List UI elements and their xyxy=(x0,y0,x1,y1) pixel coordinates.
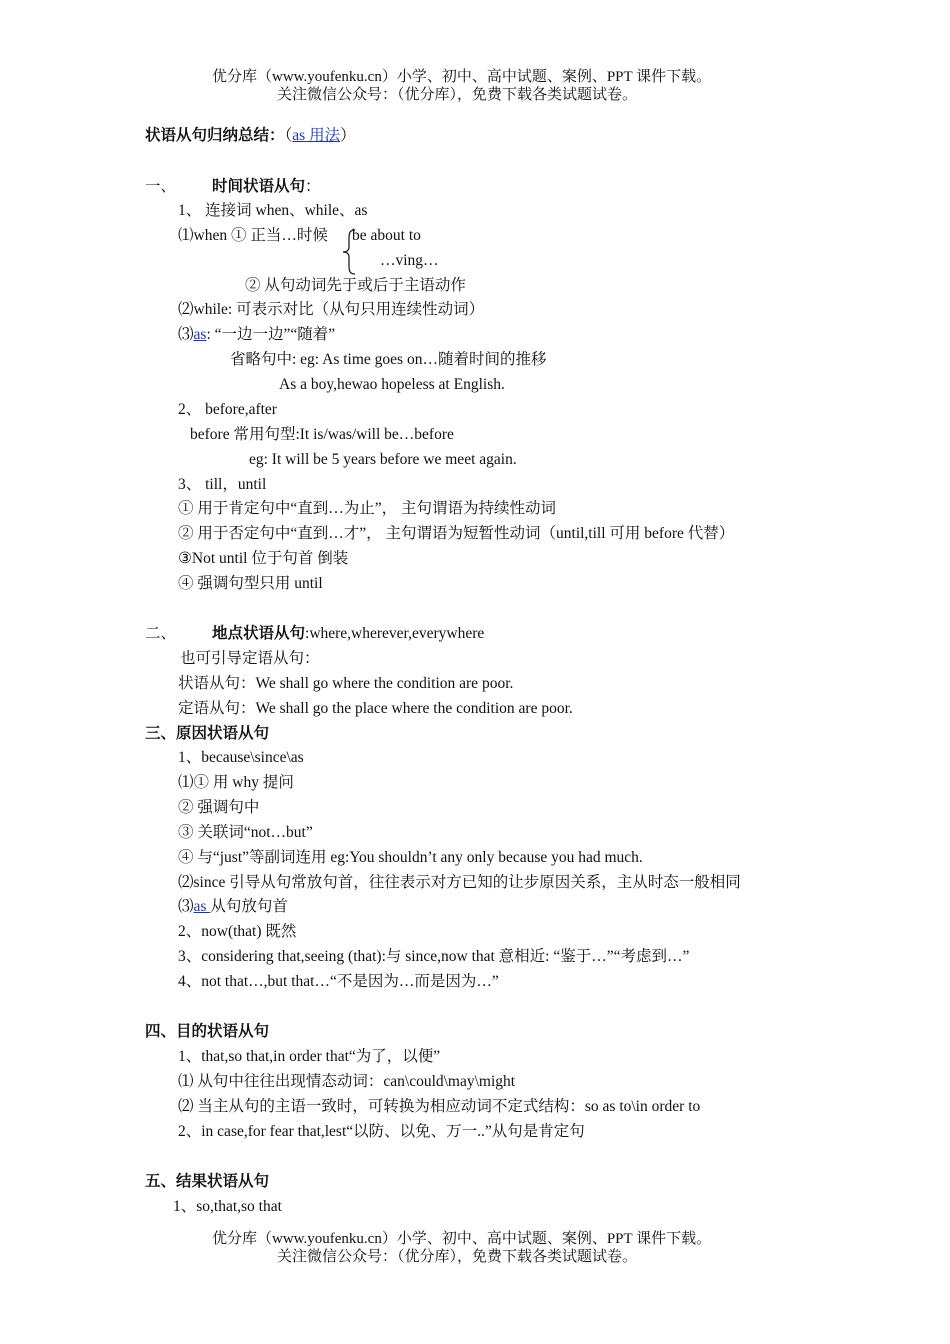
s1-line-6 xyxy=(178,325,335,345)
s3-line-8: 2、now(that) 既然 xyxy=(178,923,297,940)
section-4-heading: 四、目的状语从句 xyxy=(145,1023,270,1040)
s3-line-1: 1、because\since\as xyxy=(178,749,304,766)
s1-line-11: eg: It will be 5 years before we meet again. xyxy=(249,451,517,468)
section-1-colon: ： xyxy=(305,178,321,195)
s3-line-7 xyxy=(178,897,288,917)
s1-line-13: ① 用于肯定句中“直到…为止”， 主句谓语为持续性动词 xyxy=(178,500,557,517)
section-2-number: 二、 xyxy=(145,625,177,642)
s1-line-2: ⑴when ① 正当…时候 xyxy=(178,227,328,244)
s4-line-1: 1、that,so that,in order that“为了，以便” xyxy=(178,1048,441,1065)
s5-line-1: 1、so,that,so that xyxy=(173,1198,282,1215)
s1-line-10: before 常用句型:It is/was/will be…before xyxy=(190,426,454,443)
s1-line-12: 3、 till，until xyxy=(178,476,267,493)
s1-line-6-suffix: : “一边一边”“随着” xyxy=(206,326,336,343)
s1-line-14: ② 用于否定句中“直到…才”， 主句谓语为短暂性动词（until,till 可用 before 代替） xyxy=(178,525,735,542)
s1-line-16: ④ 强调句型只用 until xyxy=(178,575,323,592)
page-header-line-2: 关注微信公众号：（优分库），免费下载各类试题试卷。 xyxy=(277,87,638,103)
title-paren-close: ） xyxy=(340,127,356,144)
section-3-heading: 三、原因状语从句 xyxy=(145,725,270,742)
s3-line-9: 3、considering that,seeing (that):与 since,now that 意相近: “鉴于…”“考虑到…” xyxy=(178,948,690,965)
s2-line-1: 也可引导定语从句： xyxy=(180,650,320,667)
s3-line-3: ② 强调句中 xyxy=(178,799,260,816)
title-text: 状语从句归纳总结： xyxy=(145,127,285,144)
s3-line-5: ④ 与“just”等副词连用 eg:You shouldn’t any only because you had much. xyxy=(178,849,643,866)
section-1-number: 一、 xyxy=(145,178,177,195)
s1-line-1: 1、 连接词 when、while、as xyxy=(178,202,368,219)
section-2-heading-text: 地点状语从句 xyxy=(212,625,306,642)
s3-line-4: ③ 关联词“not…but” xyxy=(178,824,313,841)
page-footer-line-1: 优分库（www.youfenku.cn）小学、初中、高中试题、案例、PPT 课件下载。 xyxy=(212,1231,712,1247)
section-5-heading: 五、结果状语从句 xyxy=(145,1173,270,1190)
page-footer-line-2: 关注微信公众号：（优分库），免费下载各类试题试卷。 xyxy=(277,1249,638,1265)
title-paren-open: （ xyxy=(284,127,293,144)
s1-line-8: As a boy,hewao hopeless at English. xyxy=(279,376,505,393)
s1-line-7: 省略句中: eg: As time goes on…随着时间的推移 xyxy=(230,351,547,368)
s4-line-3: ⑵ 当主从句的主语一致时，可转换为相应动词不定式结构：so as to\in order to xyxy=(178,1098,701,1115)
s3-line-10: 4、not that…,but that…“不是因为…而是因为…” xyxy=(178,973,499,990)
s2-line-3: 定语从句：We shall go the place where the condition are poor. xyxy=(178,700,573,717)
section-1-heading xyxy=(212,177,321,197)
as-link[interactable]: as xyxy=(193,326,207,343)
s1-line-3: …ving… xyxy=(380,252,439,269)
s1-line-5: ⑵while: 可表示对比（从句只用连续性动词） xyxy=(178,301,485,318)
section-1-heading-text: 时间状语从句 xyxy=(212,178,306,195)
s4-line-4: 2、in case,for fear that,lest“以防、以免、万一..”从句是肯定句 xyxy=(178,1123,585,1140)
s1-line-4: ② 从句动词先于或后于主语动作 xyxy=(245,277,466,294)
s4-line-2: ⑴ 从句中往往出现情态动词：can\could\may\might xyxy=(178,1073,516,1090)
page-header-line-1: 优分库（www.youfenku.cn）小学、初中、高中试题、案例、PPT 课件下载。 xyxy=(212,69,712,85)
s1-line-15: ③Not until 位于句首 倒装 xyxy=(178,550,349,567)
s3-line-7-prefix: ⑶ xyxy=(178,898,194,915)
as-usage-link[interactable]: as 用法 xyxy=(292,127,341,144)
s1-line-2b: be about to xyxy=(352,227,421,244)
s3-line-6: ⑵since 引导从句常放句首，往往表示对方已知的让步原因关系，主从时态一般相同 xyxy=(178,874,741,891)
s1-line-9: 2、 before,after xyxy=(178,401,277,418)
s3-line-7-suffix: 从句放句首 xyxy=(210,898,288,915)
section-2-heading xyxy=(212,624,484,644)
document-title xyxy=(145,126,356,146)
s3-line-2: ⑴① 用 why 提问 xyxy=(178,774,294,791)
s2-line-2: 状语从句：We shall go where the condition are poor. xyxy=(178,675,514,692)
as-link-2[interactable]: as xyxy=(193,898,211,915)
section-2-heading-rest: :where,wherever,everywhere xyxy=(305,625,485,642)
s1-line-6-prefix: ⑶ xyxy=(178,326,194,343)
